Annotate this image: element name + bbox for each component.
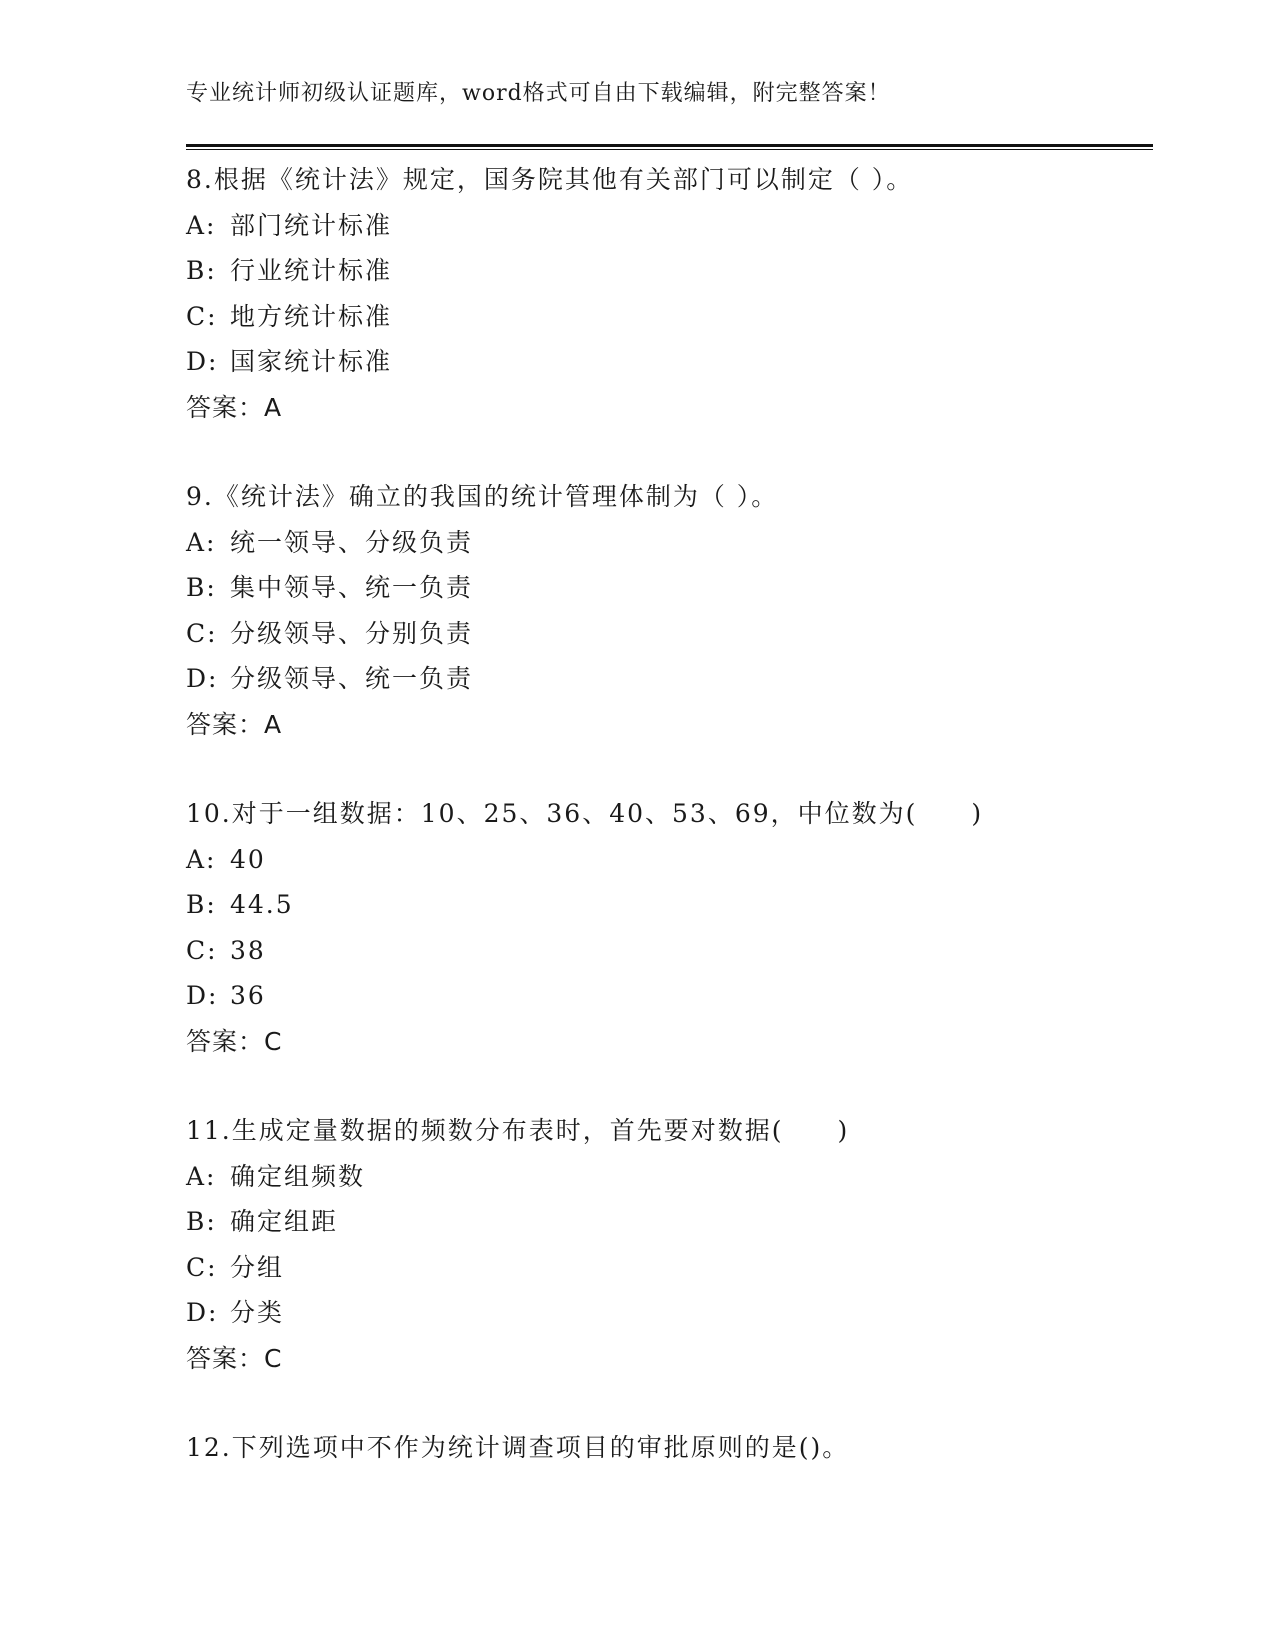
option-text: 分级领导、分别负责 xyxy=(230,618,474,648)
option-letter: B: xyxy=(186,573,217,602)
option-letter: C: xyxy=(186,935,218,965)
question-stem: 12.下列选项中不作为统计调查项目的审批原则的是()。 xyxy=(186,1433,850,1462)
question-stem: 8.根据《统计法》规定，国务院其他有关部门可以制定（ ）。 xyxy=(186,165,914,194)
option-text: 分级领导、统一负责 xyxy=(230,664,474,693)
option-letter: A: xyxy=(186,1161,217,1191)
option-text: 44.5 xyxy=(230,890,294,919)
option-text: 确定组距 xyxy=(230,1207,339,1236)
option-a xyxy=(186,520,1153,566)
option-letter: C: xyxy=(186,301,218,331)
option-text: 国家统计标准 xyxy=(230,347,393,376)
option-a xyxy=(186,203,1153,249)
option-d xyxy=(186,973,1153,1019)
option-text: 分类 xyxy=(230,1298,285,1327)
option-text: 集中领导、统一负责 xyxy=(230,573,474,602)
option-d xyxy=(186,1290,1153,1336)
option-text: 统一领导、分级负责 xyxy=(230,527,474,557)
header-rule-thick xyxy=(186,144,1153,147)
option-b xyxy=(186,1199,1153,1245)
option-letter: B: xyxy=(186,1207,217,1236)
option-a xyxy=(186,1154,1153,1200)
answer-line: 答案：A xyxy=(186,392,283,422)
option-text: 38 xyxy=(230,935,266,965)
option-letter: A: xyxy=(186,844,217,874)
question-list xyxy=(186,157,1153,1515)
question-8 xyxy=(186,157,1153,430)
option-d xyxy=(186,339,1153,385)
question-stem: 11.生成定量数据的频数分布表时，首先要对数据( ) xyxy=(186,1116,850,1145)
answer-line: 答案：A xyxy=(186,709,283,739)
option-text: 行业统计标准 xyxy=(230,256,393,285)
option-letter: A: xyxy=(186,527,217,557)
question-12 xyxy=(186,1425,1153,1471)
page-header: 专业统计师初级认证题库，word格式可自由下载编辑，附完整答案！ xyxy=(186,81,891,106)
option-letter: B: xyxy=(186,256,217,285)
option-text: 36 xyxy=(230,981,266,1010)
answer-line: 答案：C xyxy=(186,1343,283,1373)
option-c xyxy=(186,1245,1153,1291)
answer-line: 答案：C xyxy=(186,1026,283,1056)
option-text: 40 xyxy=(230,844,266,874)
option-letter: D: xyxy=(186,1298,219,1327)
option-b xyxy=(186,882,1153,928)
question-11 xyxy=(186,1108,1153,1381)
option-letter: D: xyxy=(186,981,219,1010)
question-stem: 9.《统计法》确立的我国的统计管理体制为（ ）。 xyxy=(186,482,779,511)
option-letter: A: xyxy=(186,210,217,240)
option-text: 地方统计标准 xyxy=(230,301,393,331)
question-9 xyxy=(186,474,1153,747)
option-text: 部门统计标准 xyxy=(230,210,393,240)
option-letter: D: xyxy=(186,664,219,693)
question-stem: 10.对于一组数据：10、25、36、40、53、69，中位数为( ) xyxy=(186,799,984,828)
option-text: 分组 xyxy=(230,1252,285,1282)
option-letter: C: xyxy=(186,1252,218,1282)
question-10 xyxy=(186,791,1153,1064)
option-letter: C: xyxy=(186,618,218,648)
option-text: 确定组频数 xyxy=(230,1161,366,1191)
option-c xyxy=(186,294,1153,340)
option-letter: B: xyxy=(186,890,217,919)
header-rule-thin xyxy=(186,149,1153,150)
option-d xyxy=(186,656,1153,702)
option-a xyxy=(186,837,1153,883)
option-letter: D: xyxy=(186,347,219,376)
option-c xyxy=(186,611,1153,657)
option-b xyxy=(186,248,1153,294)
option-b xyxy=(186,565,1153,611)
option-c xyxy=(186,928,1153,974)
